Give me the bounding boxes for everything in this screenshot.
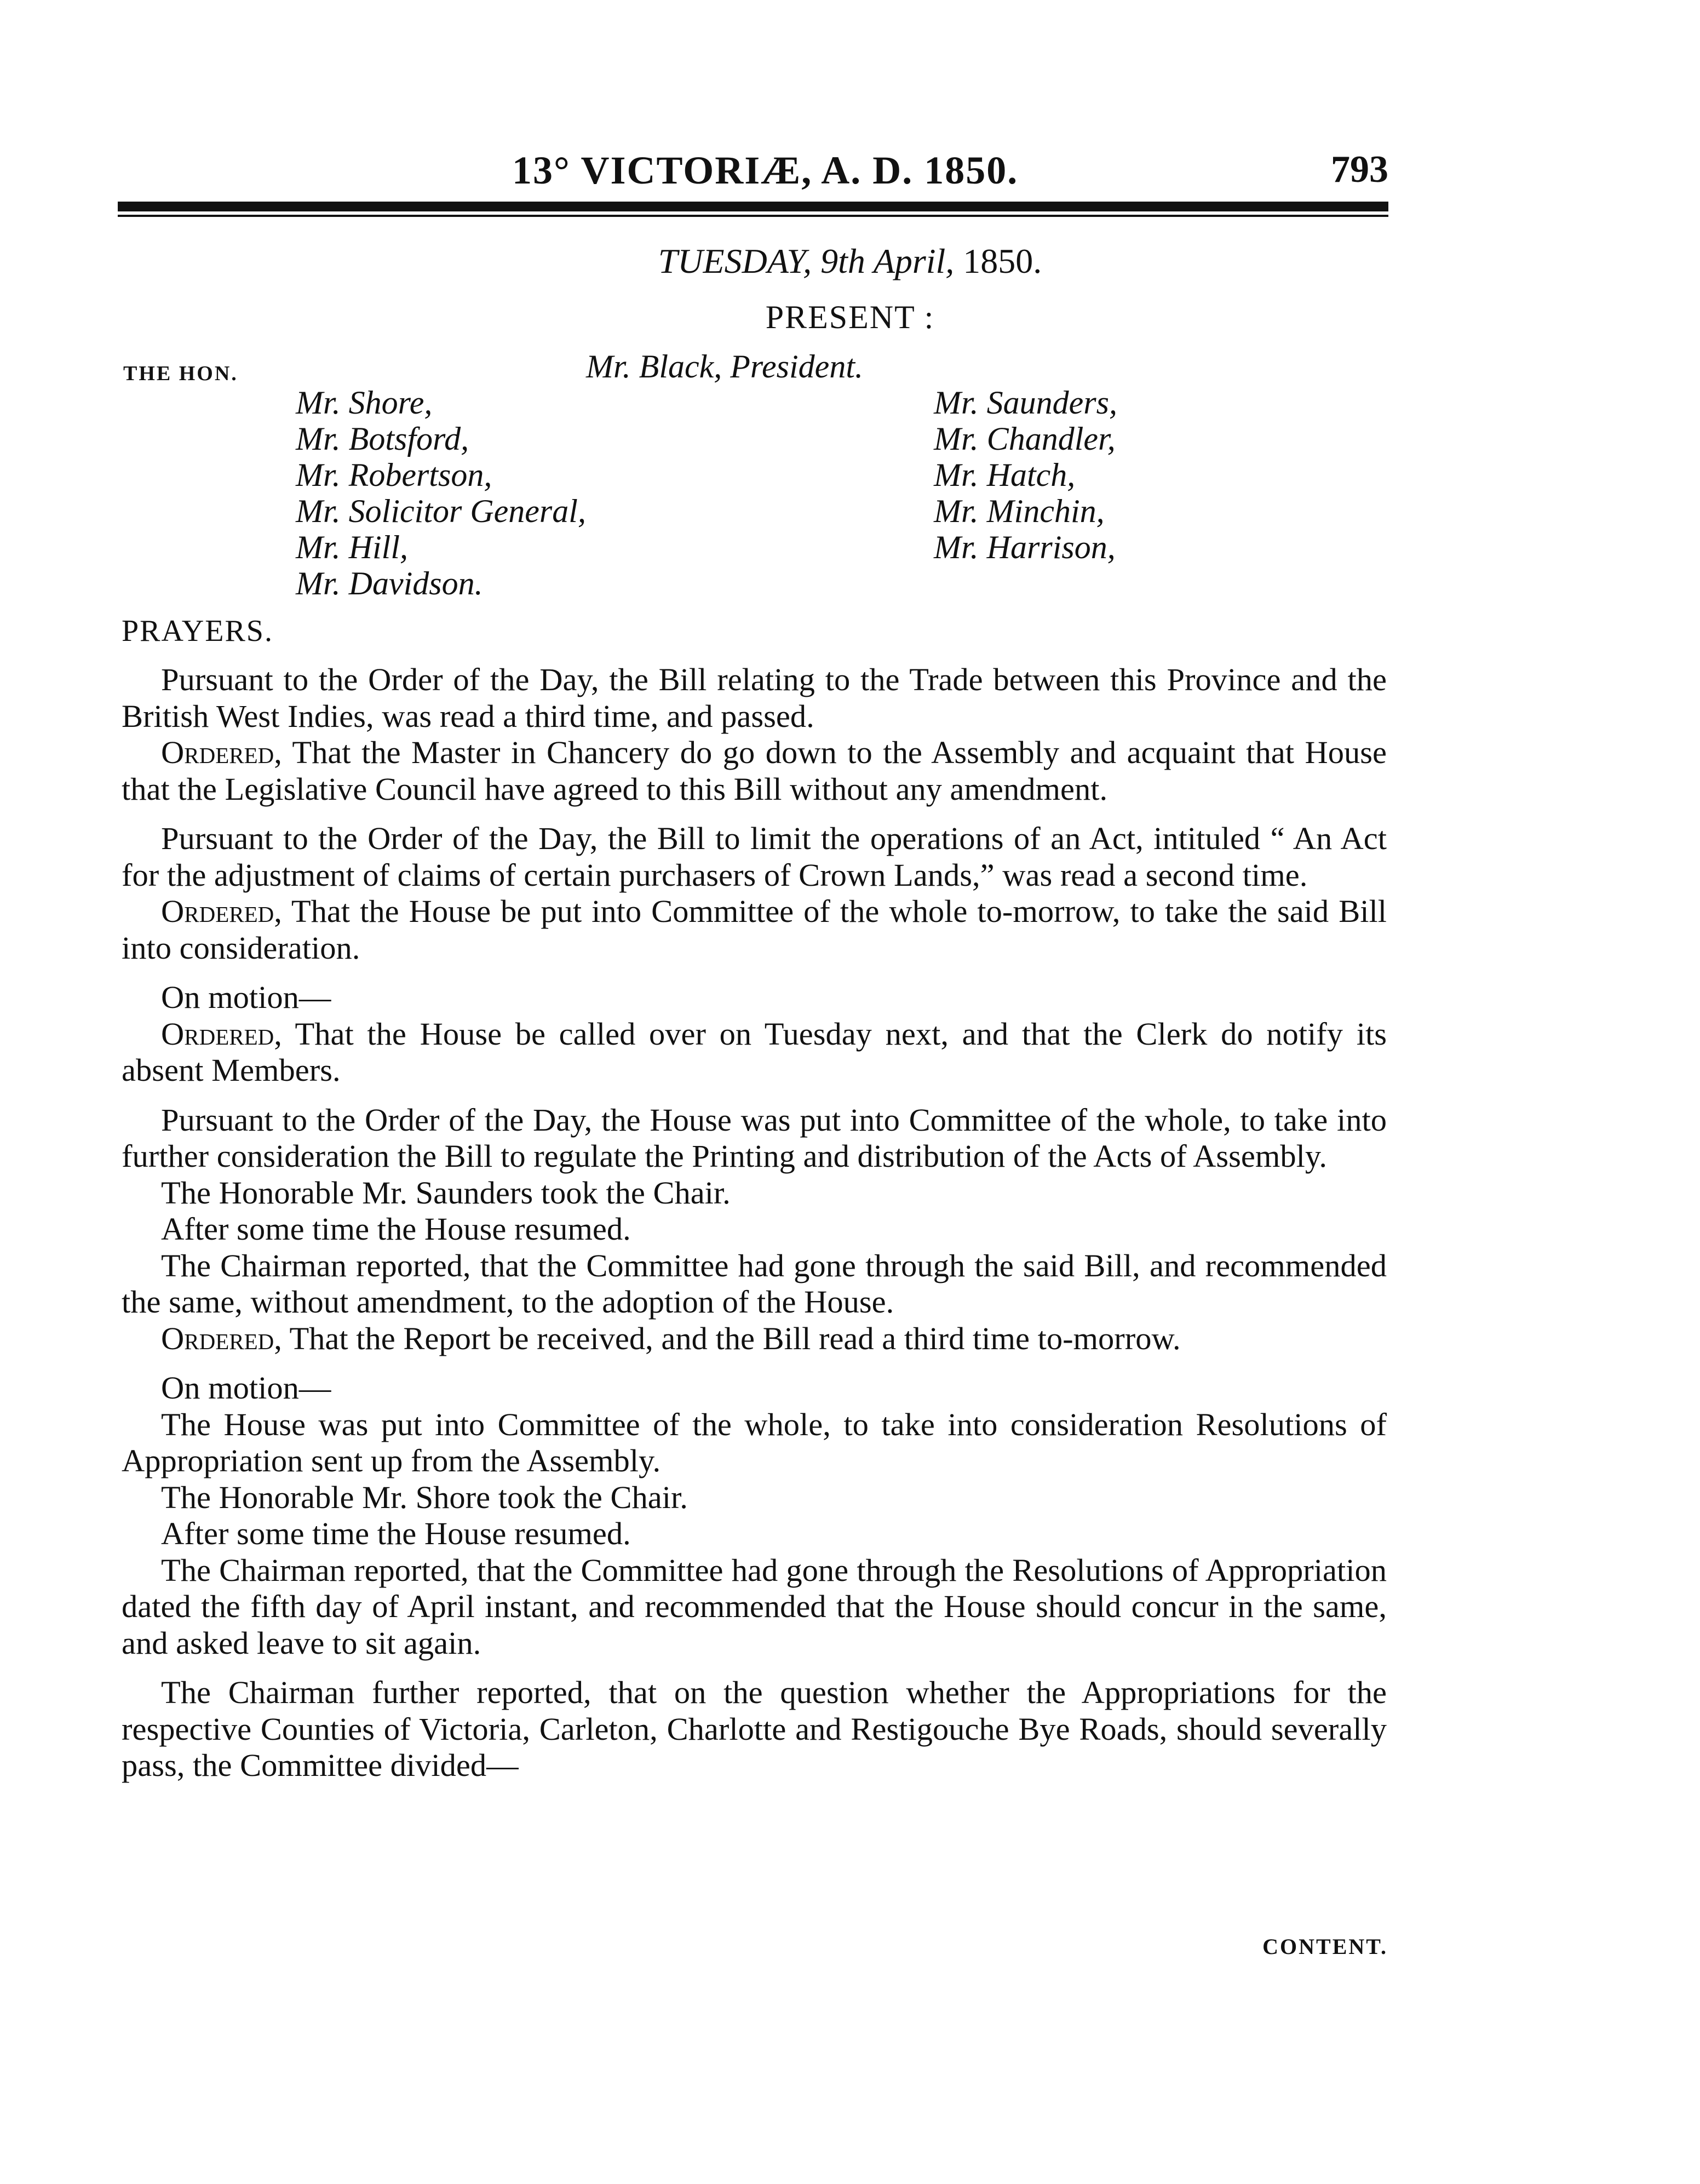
paragraph [122,979,1387,1016]
paragraph-text: On motion— [161,1370,331,1406]
paragraph [122,1480,1387,1516]
paragraph-text: After some time the House resumed. [161,1211,631,1247]
member-name: Mr. Hill, [296,529,409,565]
member-name: Mr. Saunders, [934,385,1118,421]
page-number: 793 [1331,148,1388,191]
header-rule-thick [118,202,1388,211]
paragraph-text: Pursuant to the Order of the Day, the Bill relating to the Trade between this Province and the British West Indies, was read a third time, and passed. [122,662,1387,734]
member-name: Mr. Harrison, [934,529,1116,565]
content-label: CONTENT. [1262,1934,1388,1959]
member-name: Mr. Chandler, [934,421,1116,457]
member-name: Mr. Shore, [296,385,433,421]
paragraph [122,1516,1387,1552]
ordered-lead: Ordered, [161,735,282,770]
paragraph [122,735,1387,807]
the-hon-label: THE HON. [123,362,238,385]
member-name: Mr. Minchin, [934,493,1105,529]
paragraph-text: The House was put into Committee of the whole, to take into consideration Resolutions of Appropriation sent up from the Assembly. [122,1406,1387,1478]
date-year: 1850. [963,242,1042,280]
paragraph [122,893,1387,966]
ordered-lead: Ordered, [161,893,282,929]
date-day-month: 9th April, [820,242,955,280]
paragraph [122,1552,1387,1662]
paragraph-text: That the House be called over on Tuesday next, and that the Clerk do notify its absent Members. [122,1016,1387,1088]
member-name: Mr. Solicitor General, [296,493,586,529]
paragraph-text: The Honorable Mr. Saunders took the Chair. [161,1174,731,1211]
ordered-lead: Ordered, [161,1016,282,1052]
paragraph [122,662,1387,735]
header-rule-thin [118,215,1388,217]
member-name: Mr. Botsford, [296,421,469,457]
paragraph [122,1211,1387,1248]
prayers-heading: PRAYERS. [122,614,273,648]
president-line: Mr. Black, President. [586,348,863,385]
paragraph [122,1675,1387,1784]
paragraph [122,821,1387,893]
paragraph [122,1175,1387,1212]
date-day: TUESDAY, [658,242,812,280]
paragraph-text: That the House be put into Committee of the whole to-morrow, to take the said Bill into consideration. [122,893,1387,966]
paragraph [122,1248,1387,1321]
paragraph [122,1102,1387,1175]
ordered-lead: Ordered, [161,1320,282,1356]
running-head [118,137,1388,203]
member-name: Mr. Davidson. [296,565,483,601]
paragraph-text: The Chairman reported, that the Committee had gone through the Resolutions of Appropriation dated the fifth day of April instant, and recommended that the House should concur in the same, and asked leave to sit again. [122,1552,1387,1661]
paragraph-text: The Chairman reported, that the Committee had gone through the said Bill, and recommended the same, without amendment, to the adoption of the House. [122,1247,1387,1320]
paragraph-text: The Chairman further reported, that on the question whether the Appropriations for the respective Counties of Victoria, Carleton, Charlotte and Restigouche Bye Roads, should severally pass, the Committee divided— [122,1675,1387,1783]
members-left-column [296,385,586,601]
sitting-date [0,241,1700,282]
proceedings-body [122,662,1387,1784]
paragraph-text: On motion— [161,979,331,1015]
member-name: Mr. Hatch, [934,457,1076,493]
member-name: Mr. Robertson, [296,457,492,493]
paragraph [122,1321,1387,1357]
present-heading: PRESENT : [765,299,935,335]
paragraph [122,1370,1387,1407]
paragraph [122,1016,1387,1089]
running-head-title: 13° VICTORIÆ, A. D. 1850. [512,148,1019,192]
paragraph-text: That the Report be received, and the Bill read a third time to-morrow. [282,1320,1181,1356]
paragraph [122,1407,1387,1480]
members-right-column [934,385,1117,565]
paragraph-text: After some time the House resumed. [161,1516,631,1551]
paragraph-text: That the Master in Chancery do go down to the Assembly and acquaint that House that the Legislative Council have agreed to this Bill without any amendment. [122,735,1387,807]
paragraph-text: Pursuant to the Order of the Day, the House was put into Committee of the whole, to take into further consideration the Bill to regulate the Printing and distribution of the Acts of Assembly. [122,1102,1387,1174]
paragraph-text: The Honorable Mr. Shore took the Chair. [161,1479,688,1515]
paragraph-text: Pursuant to the Order of the Day, the Bill to limit the operations of an Act, intituled “ An Act for the adjustment of claims of certain purchasers of Crown Lands,” was read a second time. [122,821,1387,893]
